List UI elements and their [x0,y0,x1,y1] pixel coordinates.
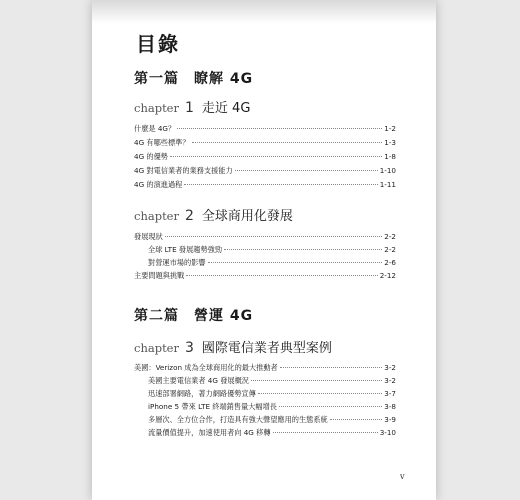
toc-subentry[interactable] [148,389,396,398]
toc-entry-page: 3-2 [384,363,396,372]
toc-entry-page: 1-2 [384,124,396,133]
toc-entry-label: 發展現狀 [134,232,163,241]
toc-subentry[interactable] [148,428,396,437]
chapter-word: chapter [134,209,179,223]
dot-leader [251,379,382,381]
dot-leader [330,418,383,420]
toc-entry-label: 4G 有哪些標準？ [134,138,190,147]
chapter-number: 1 [185,100,194,116]
dot-leader [235,169,378,171]
toc-subentry[interactable] [148,415,396,424]
toc-subentry[interactable] [148,245,396,254]
toc-entry-page: 1-10 [379,166,396,175]
toc-entry-page: 2-2 [384,245,396,254]
toc-entry-page: 3-7 [384,389,396,398]
toc-entry[interactable] [134,363,396,372]
toc-entry-page: 1-8 [384,152,396,161]
chapter-title: 國際電信業者典型案例 [201,341,332,356]
toc-entry[interactable] [134,124,396,133]
toc-entry-label: 迅速部署網路，著力網路優勢宣傳 [148,389,256,398]
part-1-title: 第一篇 瞭解 4G [134,71,254,87]
chapter-2-heading [134,205,293,224]
page-top-shading [92,0,436,24]
toc-entry-label: 流量價值提升，加速使用者向 4G 移轉 [148,428,271,437]
toc-entry-label: 4G 的優勢 [134,152,168,161]
toc-entry-page: 3-10 [379,428,396,437]
page-title: 目錄 [136,32,180,56]
toc-entry-label: iPhone 5 帶來 LTE 終端銷售量大幅增長 [148,402,277,411]
chapter-number: 3 [185,340,194,356]
page-number: v [400,472,405,481]
toc-entry[interactable] [134,138,396,147]
dot-leader [224,248,382,250]
toc-entry-page: 3-2 [384,376,396,385]
chapter-title: 全球商用化發展 [201,209,293,224]
toc-entry-page: 1-11 [379,180,396,189]
dot-leader [186,274,377,276]
part-2-title: 第二篇 營運 4G [134,308,254,324]
toc-entry[interactable] [134,232,396,241]
chapter-number: 2 [185,208,194,224]
toc-subentry[interactable] [148,258,396,267]
chapter-3-heading [134,337,332,356]
toc-entry-label: 對營運市場的影響 [148,258,206,267]
toc-entry-page: 3-8 [384,402,396,411]
dot-leader [170,155,382,157]
chapter-title: 走近 4G [201,101,251,116]
toc-entry[interactable] [134,152,396,161]
dot-leader [273,431,378,433]
toc-entry-page: 2-2 [384,232,396,241]
dot-leader [208,261,383,263]
toc-subentry[interactable] [148,402,396,411]
chapter-word: chapter [134,101,179,115]
toc-entry-label: 美國主要電信業者 4G 發展概況 [148,376,249,385]
toc-entry-label: 什麼是 4G？ [134,124,176,133]
dot-leader [184,183,377,185]
chapter-word: chapter [134,341,179,355]
dot-leader [258,392,382,394]
toc-entry-label: 4G 的演進過程 [134,180,183,189]
dot-leader [177,127,382,129]
toc-entry[interactable] [134,166,396,175]
toc-entry[interactable] [134,180,396,189]
dot-leader [279,405,382,407]
toc-entry[interactable] [134,271,396,280]
toc-entry-page: 1-3 [384,138,396,147]
toc-entry-label: 4G 對電信業者的業務支援能力 [134,166,233,175]
toc-entry-page: 2-6 [384,258,396,267]
toc-entry-label: 主要問題與挑戰 [134,271,185,280]
dot-leader [192,141,383,143]
toc-entry-label: 全球 LTE 發展趨勢強勁 [148,245,223,254]
dot-leader [165,235,382,237]
toc-entry-label: 多層次、全方位合作，打造具有強大聲望應用的生態系統 [148,415,328,424]
dot-leader [280,366,383,368]
toc-entry-page: 2-12 [379,271,396,280]
toc-subentry[interactable] [148,376,396,385]
toc-entry-label: 美國：Verizon 成為全球商用化的最大推動者 [134,363,278,372]
toc-entry-page: 3-9 [384,415,396,424]
chapter-1-heading [134,97,250,116]
